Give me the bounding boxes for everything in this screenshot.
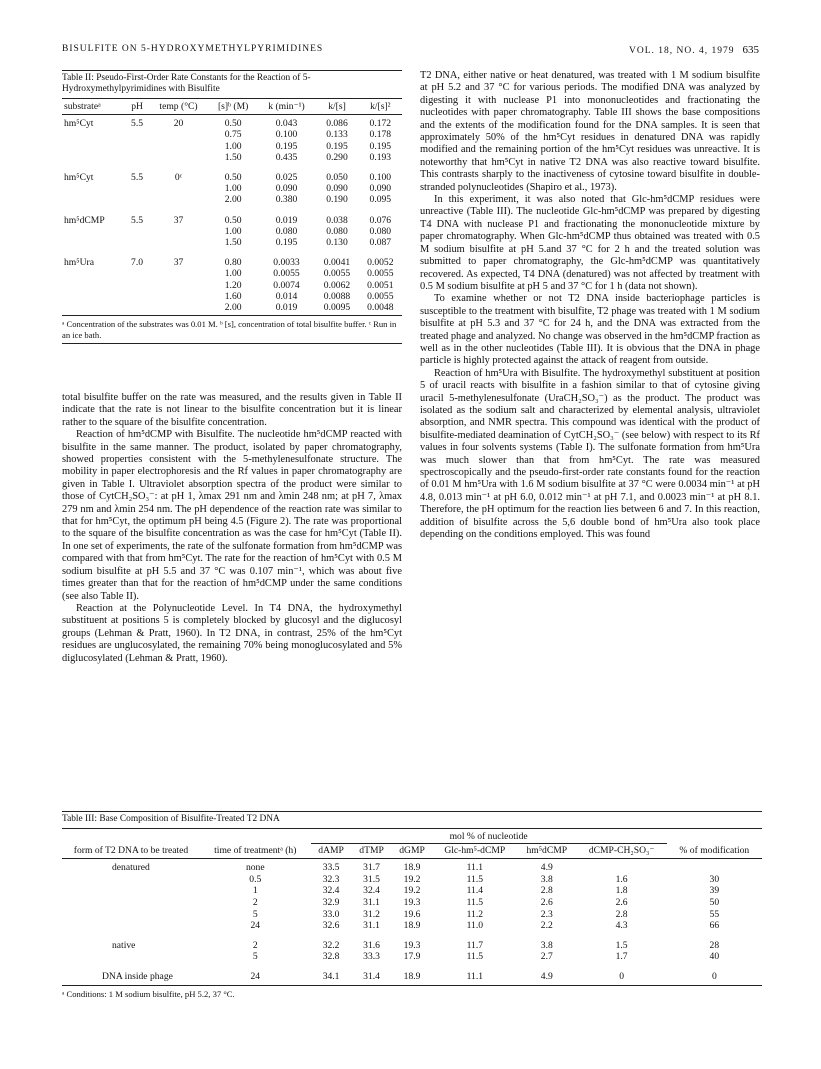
table-cell (62, 226, 126, 237)
table-cell: 2.6 (615, 896, 628, 908)
volume-info: VOL. 18, NO. 4, 1979 (629, 46, 735, 56)
table-cell: 0.195 (275, 237, 298, 249)
table-cell: native (112, 939, 136, 951)
table-cell: 3.8 (540, 873, 553, 885)
table-row (62, 302, 402, 313)
table-row (62, 206, 402, 226)
table-cell (126, 268, 149, 279)
table-cell: 0.195 (275, 140, 298, 152)
table-row (62, 194, 402, 205)
table-cell: 24 (250, 920, 261, 932)
table-cell: 19.3 (403, 896, 421, 908)
table-cell (62, 268, 126, 279)
table-cell: 0.0051 (367, 279, 394, 291)
table-2-grid (62, 99, 402, 313)
table-cell: 0.435 (275, 151, 298, 163)
table-3-col-header: dCMP-CH₂SO₃⁻ (588, 844, 655, 856)
table-cell: 0.087 (369, 237, 392, 249)
table-2-header-row (62, 99, 402, 115)
table-cell: 1.60 (224, 290, 242, 302)
table-2 (62, 70, 402, 344)
table-3-col-header: dGMP (399, 844, 425, 856)
table-cell: 11.1 (466, 970, 484, 982)
table-cell (126, 280, 149, 291)
table-3-header-row (62, 843, 762, 859)
spacer (200, 829, 311, 843)
table-cell (126, 194, 149, 205)
table-cell: 19.2 (403, 885, 421, 897)
table-2-col-header: substrateᵃ (64, 101, 101, 112)
table-cell: 0.0055 (367, 268, 394, 280)
table-cell: 0.193 (369, 151, 392, 163)
table-3-col-header: time of treatmentᵃ (h) (214, 844, 297, 856)
table-cell: 0.038 (326, 214, 348, 226)
table-cell: hm⁵dCMP (64, 214, 105, 226)
table-cell: 0.019 (275, 302, 298, 314)
table-cell (62, 909, 200, 921)
table-cell: 1.50 (224, 151, 242, 163)
table-cell: 11.0 (466, 920, 484, 932)
table-2-body (62, 115, 402, 314)
table-cell: 55 (709, 908, 720, 920)
table-3-span-row (62, 829, 762, 843)
table-cell: 37 (173, 257, 184, 269)
table-cell (62, 141, 126, 152)
table-3-span-header: mol % of nucleotide (311, 829, 667, 843)
table-cell: 1.20 (224, 279, 242, 291)
table-cell: 5.5 (131, 214, 144, 226)
table-cell: 19.2 (403, 873, 421, 885)
table-cell (62, 129, 126, 140)
table-cell: hm⁵Cyt (64, 172, 94, 184)
table-row (62, 920, 762, 932)
table-cell: 1.50 (224, 237, 242, 249)
table-cell: 0.130 (326, 237, 348, 249)
table-cell: 0.178 (369, 129, 392, 141)
table-cell (148, 237, 208, 248)
table-3 (62, 811, 762, 999)
table-cell: 1.00 (224, 183, 242, 195)
table-cell: 11.4 (466, 885, 484, 897)
table-3-col-header: dTMP (359, 844, 384, 856)
table-row (62, 152, 402, 163)
table-cell (126, 226, 149, 237)
table-row (62, 291, 402, 302)
table-row (62, 226, 402, 237)
table-cell (62, 183, 126, 194)
table-cell: 0.014 (275, 290, 298, 302)
table-row (62, 163, 402, 183)
page-number: 635 (742, 44, 759, 56)
table-cell: 0.195 (326, 140, 348, 152)
table-cell (148, 152, 208, 163)
paragraph: T2 DNA, either native or heat denatured, was treated with 1 M sodium bisulfite at pH 5.2 and 37 °C for various periods. The modified DNA was analyzed by digesting it with nuclease P1 into mononucleotides and fractionating the nucleotides with paper chromatography. Table III shows the base compositions and the extents of the modification found for the DNA samples. It is seen that approximately 50% of the hm⁵Cyt residues in denatured DNA was rapidly modified and the remaining portion of the hm⁵Cyt residues was unreactive. It is noteworthy that hm⁵Cyt in native T2 DNA was also reactive toward bisulfite. This contrasts sharply to the inactiveness of cytosine toward bisulfite in double-stranded polynucleotides (Shapiro et al., 1973). (420, 70, 760, 193)
table-cell (126, 152, 149, 163)
table-cell (126, 302, 149, 313)
table-cell: 0.086 (326, 118, 348, 130)
table-cell: 32.3 (322, 873, 340, 885)
paragraph: Reaction of hm⁵dCMP with Bisulfite. The nucleotide hm⁵dCMP reacted with bisulfite in the same manner. The product, isolated by paper chromatography, showed properties consistent with the 5-methylenesulfonate structure. The mobility in paper electrophoresis and the Rf values in paper chromatography are given in Table I. Ultraviolet absorption spectra of the product were similar to those of CytCH₂SO₃⁻: at pH 1, λmax 291 nm and λmin 248 nm; at pH 7, λmax 279 nm and λmin 254 nm. The pH dependence of the reaction rate was similar to that for hm⁵Cyt, the optimum pH being 4.5 (Figure 2). The rate was proportional to the square of the bisulfite concentration as was the case for hm⁵Cyt (Table II). In one set of experiments, the rate of the sulfonate formation from hm⁵dCMP was compared with that from hm⁵Cyt. The rate for the reaction of hm⁵Cyt with 0.5 M sodium bisulfite at pH 5.5 and 37 °C was 0.107 min⁻¹, which was about five times greater than that for the reaction of hm⁵dCMP under the same conditions (see also Table II). (62, 429, 402, 602)
table-row (62, 932, 762, 952)
table-cell (126, 141, 149, 152)
table-cell: 0.50 (224, 172, 242, 184)
table-cell: hm⁵Ura (64, 257, 94, 269)
table-cell: 32.9 (322, 896, 340, 908)
table-cell: 17.9 (403, 951, 421, 963)
table-cell: 50 (709, 896, 720, 908)
table-cell (62, 194, 126, 205)
table-cell: 19.6 (403, 908, 421, 920)
table-cell: 2 (252, 896, 258, 908)
table-cell (148, 141, 208, 152)
table-cell: 2.00 (224, 302, 242, 314)
table-cell: 2.6 (540, 896, 553, 908)
table-cell: 5.5 (131, 172, 144, 184)
table-cell (126, 183, 149, 194)
table-3-body (62, 859, 762, 983)
table-cell: 33.3 (363, 951, 380, 963)
table-cell: 37 (173, 214, 184, 226)
right-column-text (420, 70, 760, 541)
table-cell (148, 226, 208, 237)
table-cell: 0.019 (275, 214, 298, 226)
table-cell: 2 (252, 939, 258, 951)
table-cell: 0.090 (275, 183, 298, 195)
paragraph: Reaction at the Polynucleotide Level. In T4 DNA, the hydroxymethyl substituent at positions 5 is completely blocked by glucosyl and the diglucosyl groups (Lehman & Pratt, 1960). In T2 DNA, in contrast, 25% of the hm⁵Cyt residues are unglucosylated, the remaining 70% being monoglucosylated and 5% diglucosylated (Lehman & Pratt, 1960). (62, 602, 402, 664)
table-cell: 19.3 (403, 939, 421, 951)
table-cell: 0.172 (369, 118, 392, 130)
table-cell: 0.5 (249, 873, 262, 885)
table-2-col-header: temp (°C) (159, 101, 198, 112)
table-cell: 24 (250, 970, 261, 982)
table-cell: 0.0074 (273, 279, 300, 291)
table-cell: 18.9 (403, 920, 421, 932)
table-cell: 1 (252, 885, 258, 897)
table-cell (62, 885, 200, 897)
table-cell: 32.4 (322, 885, 340, 897)
table-row (62, 268, 402, 279)
table-cell (62, 302, 126, 313)
table-cell: 0.50 (224, 118, 242, 130)
table-cell (126, 129, 149, 140)
table-cell: 0.0088 (323, 290, 351, 302)
table-cell (148, 194, 208, 205)
table-2-col-header: k/[s] (328, 101, 346, 112)
table-cell: 11.5 (466, 896, 484, 908)
table-cell: 0.095 (369, 194, 392, 206)
table-cell: 11.5 (466, 951, 484, 963)
table-cell: 2.8 (540, 885, 553, 897)
table-cell: 2.8 (615, 908, 628, 920)
table-3-col-header: hm⁵dCMP (526, 844, 568, 856)
table-cell (62, 152, 126, 163)
table-cell: 0.0055 (273, 268, 300, 280)
table-cell: 0.195 (369, 140, 392, 152)
table-row (62, 885, 762, 897)
table-cell: 0.100 (275, 129, 298, 141)
table-cell: 0.025 (275, 172, 298, 184)
table-cell: 1.00 (224, 268, 242, 280)
table-cell: 0.0052 (367, 257, 394, 269)
spacer (667, 829, 762, 843)
table-cell: 18.9 (403, 862, 421, 874)
table-cell: hm⁵Cyt (64, 118, 94, 130)
table-cell: 32.4 (363, 885, 380, 897)
table-3-grid (62, 829, 762, 983)
table-cell: 0.080 (326, 225, 348, 237)
table-cell: none (245, 862, 265, 874)
table-cell: 32.6 (322, 920, 340, 932)
table-cell: 2.2 (540, 920, 553, 932)
table-cell: 1.7 (615, 951, 628, 963)
spacer (62, 829, 200, 843)
table-cell: 5 (252, 908, 258, 920)
table-cell: 33.0 (322, 908, 340, 920)
table-3-col-header: Glc-hm⁵-dCMP (444, 844, 506, 856)
paragraph: In this experiment, it was also noted that Glc-hm⁵dCMP residues were unreactive (Table III). The nucleotide Glc-hm⁵dCMP was prepared by digesting T4 DNA with nuclease P1 and fractionating the mononucleotide mixture by paper chromatography. When Glc-hm⁵dCMP thus obtained was treated with 0.5 M sodium bisulfite at pH 5.and 37 °C for 2 h and the treated solution was submitted to paper chromatography, the Glc-hm⁵dCMP was quantitatively recovered. As expected, T4 DNA (denatured) was not affected by treatment with 0.5 M sodium bisulfite at pH 5 and 37 °C for 1 h (data not shown). (420, 194, 760, 292)
table-3-col-header: form of T2 DNA to be treated (73, 844, 189, 856)
table-cell: 3.8 (540, 939, 553, 951)
table-cell: 31.2 (363, 908, 380, 920)
table-cell: 7.0 (131, 257, 144, 269)
paragraph: total bisulfite buffer on the rate was measured, and the results given in Table II indicate that the rate is not linear to the bisulfite concentration but it is linear rather to the square of the bisulfite concentration. (62, 392, 402, 428)
table-cell: 31.5 (363, 873, 380, 885)
table-2-col-header: pH (131, 101, 143, 112)
table-cell: 1.00 (224, 225, 242, 237)
table-row (62, 280, 402, 291)
table-row (62, 129, 402, 140)
paragraph: To examine whether or not T2 DNA inside bacteriophage particles is susceptible to the treatment with bisulfite, T2 phage was treated with 1 M sodium bisulfite at pH 5.3 and 37 °C for 24 h, and the DNA was extracted from the treated phage and analyzed. No change was observed in the hm⁵dCMP fraction as well as in the other nucleotides (Table III). It is obvious that the DNA in phage particle is highly protected against the attack of reagent from outside. (420, 293, 760, 367)
table-cell: 34.1 (322, 970, 340, 982)
table-cell: denatured (112, 862, 150, 874)
table-cell: 31.6 (363, 939, 380, 951)
table-cell: 1.6 (615, 873, 628, 885)
table-cell (148, 291, 208, 302)
table-cell: 0.0041 (323, 257, 351, 269)
table-3-col-header: % of modification (679, 844, 750, 856)
table-cell: 0.100 (369, 172, 392, 184)
table-2-col-header: k (min⁻¹) (268, 101, 305, 112)
table-2-caption: Table II: Pseudo-First-Order Rate Constants for the Reaction of 5-Hydroxymethylpyrimidines with Bisulfite (62, 73, 311, 94)
table-cell: 0.290 (326, 151, 348, 163)
table-row (62, 874, 762, 886)
table-cell: 4.9 (540, 862, 553, 874)
table-cell: 0.0055 (367, 290, 394, 302)
table-cell: 18.9 (403, 970, 421, 982)
table-cell: 30 (709, 873, 720, 885)
table-cell (62, 920, 200, 932)
table-cell: 4.3 (615, 920, 628, 932)
running-title: BISULFITE ON 5-HYDROXYMETHYLPYRIMIDINES (62, 44, 324, 54)
table-cell: 0.050 (326, 172, 348, 184)
table-cell: 39 (709, 885, 720, 897)
table-cell: 2.3 (540, 908, 553, 920)
table-cell: 66 (709, 920, 720, 932)
table-cell (62, 291, 126, 302)
table-cell (148, 302, 208, 313)
table-row (62, 115, 402, 130)
table-row (62, 248, 402, 268)
table-cell: 11.7 (466, 939, 484, 951)
table-row (62, 141, 402, 152)
table-3-header (62, 829, 762, 859)
table-cell: 1.5 (615, 939, 628, 951)
table-cell (126, 237, 149, 248)
table-cell (577, 859, 667, 874)
table-cell (62, 237, 126, 248)
table-cell: 0.0062 (323, 279, 351, 291)
table-cell: 32.2 (322, 939, 340, 951)
table-cell (126, 291, 149, 302)
table-cell: 4.9 (540, 970, 553, 982)
left-column-text (62, 392, 402, 665)
table-cell: 0.190 (326, 194, 348, 206)
table-cell: DNA inside phage (102, 970, 173, 982)
table-cell: 31.1 (363, 896, 380, 908)
table-3-footnote: ᵃ Conditions: 1 M sodium bisulfite, pH 5.2, 37 °C. (62, 988, 235, 999)
table-row (62, 859, 762, 874)
table-cell: 0.043 (275, 118, 298, 130)
table-2-footnote: ᵃ Concentration of the substrates was 0.01 M. ᵇ [s], concentration of total bisulfite buffer. ᶜ Run in an ice bath. (62, 319, 397, 340)
table-cell: 0.076 (369, 214, 392, 226)
table-cell: 0.090 (326, 183, 348, 195)
table-cell: 11.1 (466, 862, 484, 874)
table-cell: 0 (711, 970, 717, 982)
table-cell: 0.080 (369, 225, 392, 237)
table-cell (62, 897, 200, 909)
table-cell: 0.0048 (367, 302, 394, 314)
table-cell: 11.5 (466, 873, 484, 885)
table-cell: 0.380 (275, 194, 298, 206)
table-cell: 31.7 (363, 862, 380, 874)
table-cell: 28 (709, 939, 720, 951)
table-cell: 0.0033 (273, 257, 300, 269)
table-cell (62, 280, 126, 291)
table-2-col-header: k/[s]² (370, 101, 391, 112)
table-row (62, 237, 402, 248)
table-cell: 40 (709, 951, 720, 963)
table-row (62, 909, 762, 921)
table-cell: 0.80 (224, 257, 242, 269)
table-row (62, 963, 762, 983)
table-cell: 2.7 (540, 951, 553, 963)
running-header (62, 44, 759, 58)
table-row (62, 951, 762, 963)
table-cell: 5 (252, 951, 258, 963)
table-cell: 0.75 (224, 129, 242, 141)
table-cell: 0.0095 (323, 302, 351, 314)
table-cell (148, 280, 208, 291)
table-cell (148, 268, 208, 279)
table-cell: 33.5 (322, 862, 340, 874)
table-cell (62, 874, 200, 886)
table-cell: 20 (173, 118, 184, 130)
table-cell: 31.4 (363, 970, 380, 982)
table-cell: 5.5 (131, 118, 144, 130)
table-cell (148, 129, 208, 140)
table-cell: 0.50 (224, 214, 242, 226)
table-cell: 32.8 (322, 951, 340, 963)
table-cell: 0.080 (275, 225, 298, 237)
table-cell: 11.2 (466, 908, 484, 920)
table-3-caption: Table III: Base Composition of Bisulfite-Treated T2 DNA (62, 814, 280, 824)
table-cell (62, 951, 200, 963)
table-cell: 0.133 (326, 129, 348, 141)
table-cell: 2.00 (224, 194, 242, 206)
table-row (62, 183, 402, 194)
table-row (62, 897, 762, 909)
table-cell: 31.1 (363, 920, 380, 932)
table-cell: 0ᶜ (174, 172, 183, 184)
table-cell: 0.0055 (323, 268, 351, 280)
table-cell (148, 183, 208, 194)
table-cell (667, 859, 762, 874)
table-2-col-header: [s]ᵇ (M) (217, 101, 249, 112)
paragraph: Reaction of hm⁵Ura with Bisulfite. The hydroxymethyl substituent at position 5 of uracil reacts with bisulfite in a fashion similar to that of cytosine giving uracil 5-methylenesulfonate (UraCH₂SO₃⁻) as the product. The product was isolated as the sodium salt and characterized by elemental analysis, ultraviolet absorption, and NMR spectra. This compound was identical with the product of bisulfite-mediated deamination of CytCH₂SO₃⁻ (see below) with respect to its Rf values in four solvents systems (Table I). The sulfonate formation from hm⁵Ura was much slower than that from hm⁵Cyt. The rate was measured spectroscopically and the pseudo-first-order rate constants found for the reaction of 0.01 M hm⁵Ura with 1.6 M sodium bisulfite at 37 °C were 0.0034 min⁻¹ at pH 4.8, 0.013 min⁻¹ at pH 6.0, 0.012 min⁻¹ at pH 7.1, and 0.0023 min⁻¹ at pH 8.1. Therefore, the pH optimum for the reaction lies between 6 and 7. In this reaction, addition of bisulfite across the 5,6 double bond of hm⁵Ura also took place depending on the conditions employed. This was found (420, 367, 760, 541)
table-cell: 0.090 (369, 183, 392, 195)
journal-info (629, 44, 759, 56)
table-cell: 1.8 (615, 885, 628, 897)
table-cell: 1.00 (224, 140, 242, 152)
table-cell: 0 (619, 970, 625, 982)
table-3-col-header: dAMP (318, 844, 344, 856)
